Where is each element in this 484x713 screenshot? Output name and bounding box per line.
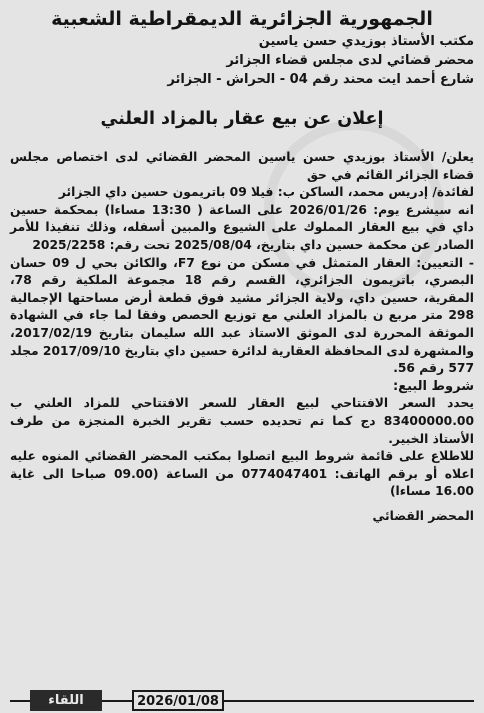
signature: المحضر القضائي [372, 508, 474, 523]
property-description-paragraph: - التعيين: العقار المتمثل في مسكن من نوع F7، والكائن بحي ل 09 حسان البصري، باتريمون الجزائري، القسم رقم 18 مجموعة الملكية رقم 78، المقرية، حسين داي، ولاية الجزائر مشيد فوق قطعة أرض مساحتها الإجمالية 298 متر مربع ن بالمزاد العلني مع توزيع الحصص وفقا لما جاء في الشهادة الموثقة المحررة لدى الموثق الاستاذ عبد الله سليمان بتاريخ 2017/02/19، والمشهرة لدى المحافظة العقارية لدائرة حسين داي بتاريخ 2017/09/10 مجلد 577 رقم 56. [10, 255, 474, 376]
beneficiary-paragraph: لفائدة/ إدريس محمد، الساكن ب: فيلا 09 باتريمون حسين داي الجزائر [58, 185, 474, 200]
footer-rule [10, 700, 30, 702]
sale-date-paragraph [10, 202, 474, 255]
office-line-address: شارع أحمد ايت محند رقم 04 - الحراش - الجزائر [167, 72, 474, 87]
republic-heading: الجمهورية الجزائرية الديمقراطية الشعبية [51, 8, 433, 30]
order-date: 2025/08/04 [174, 237, 252, 252]
footer-rule [224, 700, 474, 702]
sale-intro: انه سيشرع يوم: [373, 202, 474, 217]
order-number: 2025/2258 [32, 237, 106, 252]
opening-price-paragraph: يحدد السعر الافتتاحي لبيع العقار للسعر الافتتاحي للمزاد العلني ب 83400000.00 دج كما تم تحديده حسب تقرير الخبرة المنجزة من طرف الأستاذ الخبير. [10, 396, 474, 446]
newspaper-footer [0, 687, 484, 711]
newspaper-name: اللقاء [30, 690, 102, 711]
office-line-name: مكتب الأستاذ بوزيدي حسن ياسين [258, 34, 474, 49]
sale-time: 13:30 [151, 202, 191, 217]
conditions-heading: شروط البيع: [392, 378, 474, 394]
sale-date: 2026/01/26 [289, 202, 367, 217]
contact-paragraph: للاطلاع على قائمة شروط البيع اتصلوا بمكتب المحضر القضائي المنوه عليه اعلاه أو برقم الهاتف: 0774047401 من الساعة (09.00 صباحا الى غاية 16.00 مساءا) [10, 449, 475, 499]
footer-rule [102, 700, 132, 702]
office-line-role: محضر قضائي لدى مجلس قضاء الجزائر [226, 53, 474, 68]
announcer-paragraph: يعلن/ الأستاذ بوزيدي حسن ياسين المحضر القضائي لدى اختصاص مجلس قضاء الجزائر القائم في حق [10, 150, 474, 182]
sale-details: مساءا) بمحكمة حسين داي في بيع العقار المملوك على الشيوع والمبين أسفله، وذلك تنفيذا للأمر الصادر عن محكمة حسين داي بتاريخ، [10, 202, 474, 252]
publication-date: 2026/01/08 [132, 690, 224, 711]
sale-time-label: على الساعة ( [197, 202, 284, 217]
notice-title: إعلان عن بيع عقار بالمزاد العلني [100, 109, 384, 129]
order-number-label: تحت رقم: [109, 237, 171, 252]
